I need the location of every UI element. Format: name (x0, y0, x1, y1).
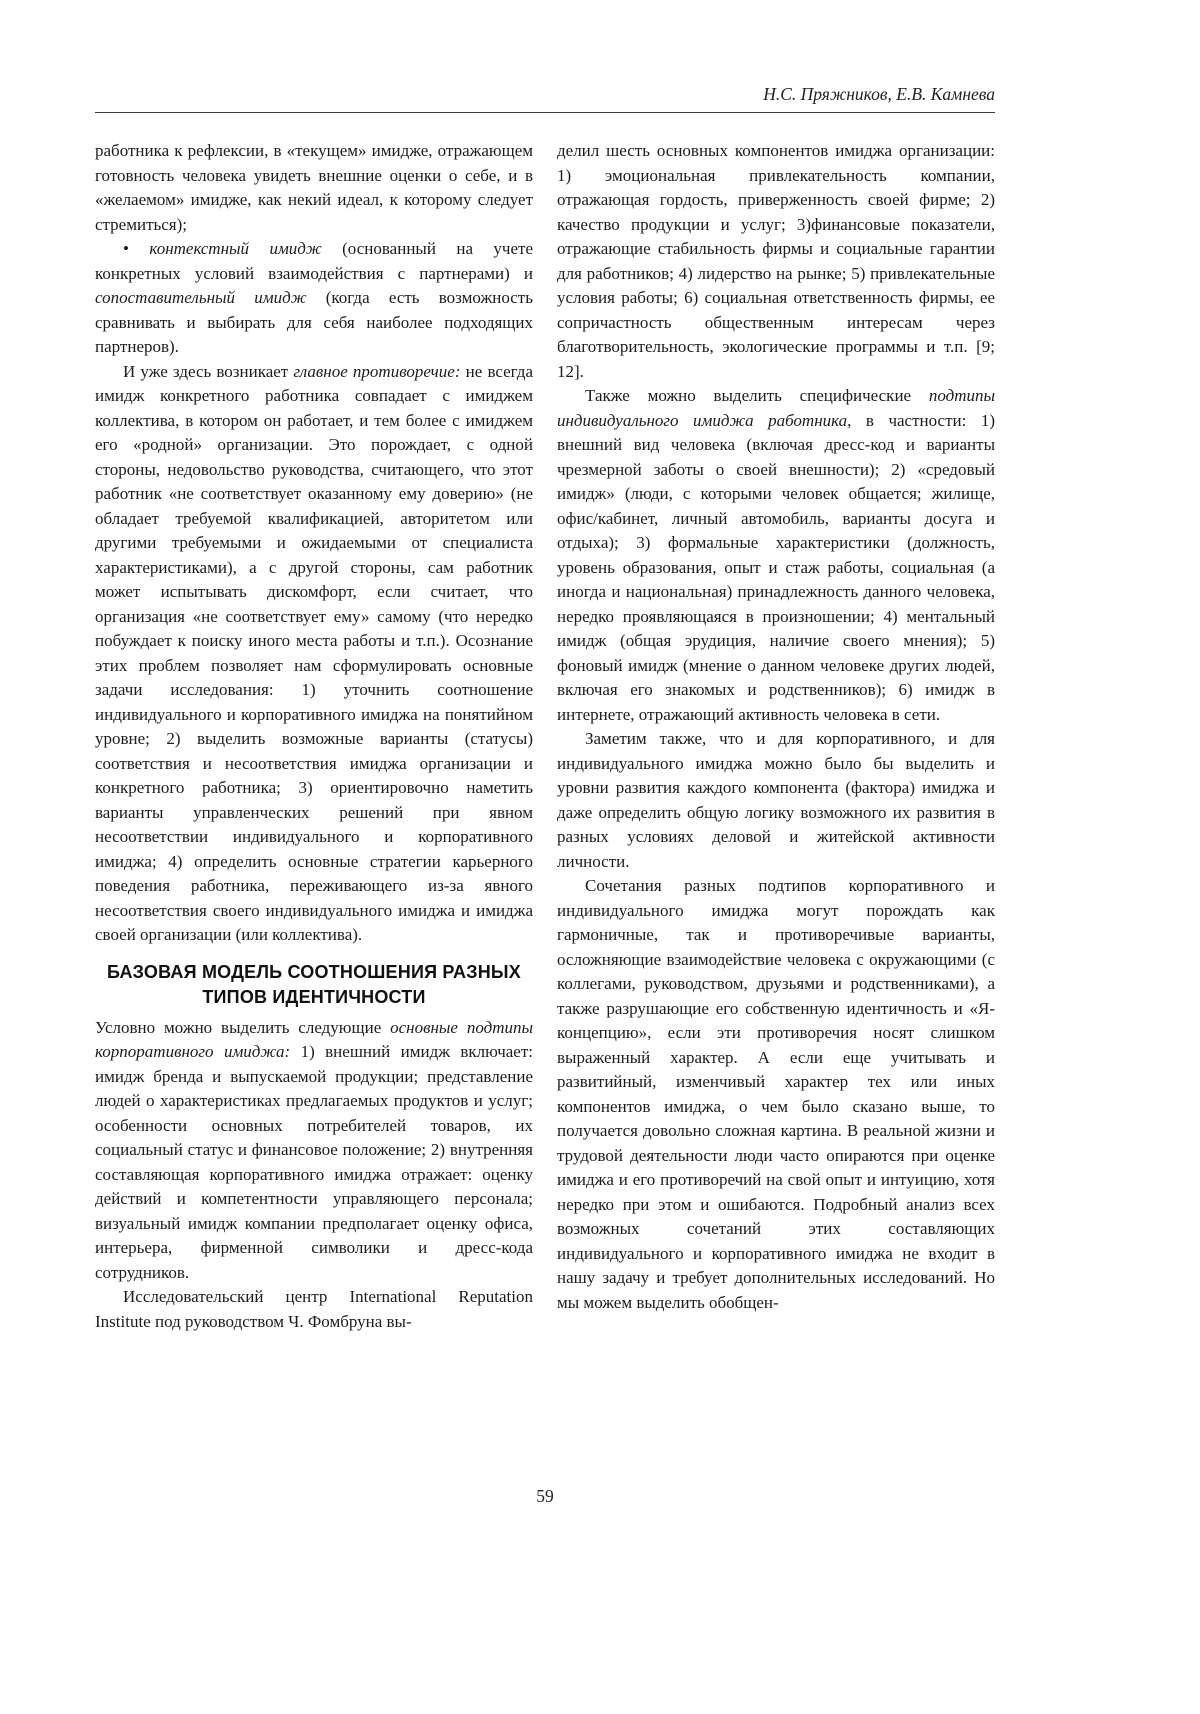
paragraph (95, 237, 533, 360)
text-run: • (123, 239, 150, 258)
text-run-italic: контекстный имидж (149, 239, 322, 258)
text-run: , в частности: 1) внешний вид человека (включая дресс-код и варианты чрезмерной заботы о своей внешности); 2) «средовый имидж» (люди, с которыми человек общается; жилище, офис/кабинет, личный автомобиль, варианты досуга и отдыха); 3) формальные характеристики (должность, уровень образования, опыт и стаж работы, социальная (а иногда и национальная) принадлежность данного человека, нередко проявляющаяся в произношении; 4) ментальный имидж (общая эрудиция, наличие своего мнения); 5) фоновый имидж (мнение о данном человеке других людей, включая его знакомых и родственников); 6) имидж в интернете, отражающий активность человека в сети. (557, 410, 996, 724)
section-heading: БАЗОВАЯ МОДЕЛЬ СООТНОШЕНИЯ РАЗНЫХ ТИПОВ ИДЕНТИЧНОСТИ (107, 961, 521, 1007)
running-head-authors: Н.С. Пряжников, Е.В. Камнева (763, 84, 995, 104)
text-run: Условно можно выделить следующие (95, 1017, 391, 1037)
text-run: И уже здесь возникает (123, 361, 294, 381)
text-run-italic: главное противоречие: (293, 361, 461, 381)
text-run: (основанный на учете конкретных условий взаимодействия с партнерами) и (95, 239, 533, 283)
text-run: (когда есть возможность сравнивать и выбирать для себя наиболее подходящих партнеров). (95, 288, 533, 356)
column-left (95, 139, 533, 1334)
text-run: 1) внешний имидж включает: имидж бренда и выпускаемой продукции; представление людей о характеристиках предлагаемых продуктов и услуг; особенности основных потребителей товаров, их социальный статус и финансовое положение; 2) внутренняя составляющая корпоративного имиджа отражает: оценку действий и компетентности управляющего персонала; визуальный имидж компании предполагает оценку офиса, интерьера, фирменной символики и дресс-кода сотрудников. (95, 1042, 533, 1282)
page-number: 59 (536, 1486, 554, 1506)
paragraph (95, 139, 533, 237)
text-run: не всегда имидж конкретного работника совпадает с имиджем коллектива, в котором он работает, и тем более с имиджем его «родной» организации. Это порождает, с одной стороны, недовольство руководства, считающего, что этот работник «не соответствует оказанному ему доверию» (не обладает требуемой квалификацией, авторитетом или другими требуемыми и ожидаемыми от специалиста характеристиками), а с другой стороны, сам работник может испытывать дискомфорт, если считает, что организация «не соответствует ему» самому (что нередко побуждает к поиску иного места работы и т.п.). Осознание этих проблем позволяет нам сформулировать основные задачи исследования: 1) уточнить соотношение индивидуального и корпоративного имиджа на понятийном уровне; 2) выделить возможные варианты (статусы) соответствия и несоответствия имиджа организации и конкретного работника; 3) ориентировочно наметить варианты управленческих решений при явном несоответствии индивидуального и корпоративного имиджа; 4) определить основные стратегии карьерного поведения работника, переживающего из-за явного несоответствия своего индивидуального имиджа и имиджа своей организации (или коллектива). (95, 361, 533, 944)
text-run-italic: основные подтипы корпоративного имиджа: (95, 1017, 533, 1061)
header-rule (95, 112, 995, 113)
text-run-italic: сопоставительный имидж (95, 288, 307, 307)
paragraph (557, 874, 995, 1315)
text-run: работника к рефлексии, в «текущем» имидже, отражающем готовность человека увидеть внешние оценки о себе, и в «желаемом» имидже, как некий идеал, к которому следует стремиться); (95, 141, 533, 234)
paragraph (95, 360, 533, 948)
paragraph (557, 384, 995, 727)
text-run: Сочетания разных подтипов корпоративного и индивидуального имиджа могут порождать как гармоничные, так и противоречивые варианты, осложняющие взаимодействие человека с окружающими (с коллегами, руководством, друзьями и родственниками), а также разрушающие его собственную идентичность и «Я-концепцию», если эти противоречия носят слишком выраженный характер. А если еще учитывать и развитийный, изменчивый характер тех или иных компонентов имиджа, о чем было сказано выше, то получается довольно сложная картина. В реальной жизни и трудовой деятельности люди часто опираются при оценке имиджа и его противоречий на свой опыт и интуицию, хотя нередко при этом и ошибаются. Подробный анализ всех возможных сочетаний этих составляющих индивидуального и корпоративного имиджа не входит в нашу задачу и требует дополнительных исследований. Но мы можем выделить обобщен- (557, 876, 995, 1312)
text-run-italic: подтипы индивидуального имиджа работника (557, 386, 995, 430)
text-run: Также можно выделить специфические (585, 386, 929, 405)
paragraph (557, 139, 995, 384)
text-run: Заметим также, что и для корпоративного, и для индивидуального имиджа можно было бы выделить и уровни развития каждого компонента (фактора) имиджа и даже определить общую логику возможного их развития в разных условиях деловой и житейской активности личности. (557, 729, 995, 871)
page-content (95, 84, 995, 1334)
column-right (557, 139, 995, 1334)
two-column-layout (95, 139, 995, 1334)
paragraph (95, 1016, 533, 1286)
paragraph (95, 1285, 533, 1334)
text-run: делил шесть основных компонентов имиджа организации: 1) эмоциональная привлекательность компании, отражающая гордость, приверженность своей фирме; 2) качество продукции и услуг; 3)финансовые показатели, отражающие стабильность фирмы и социальные гарантии для работников; 4) лидерство на рынке; 5) привлекательные условия работы; 6) социальная ответственность фирмы, ее сопричастность общественным интересам через благотворительность, экологические программы и т.п. [9; 12]. (557, 141, 995, 381)
text-run: Исследовательский центр International Reputation Institute под руководством Ч. Фомбруна вы- (95, 1287, 533, 1331)
paragraph (557, 727, 995, 874)
